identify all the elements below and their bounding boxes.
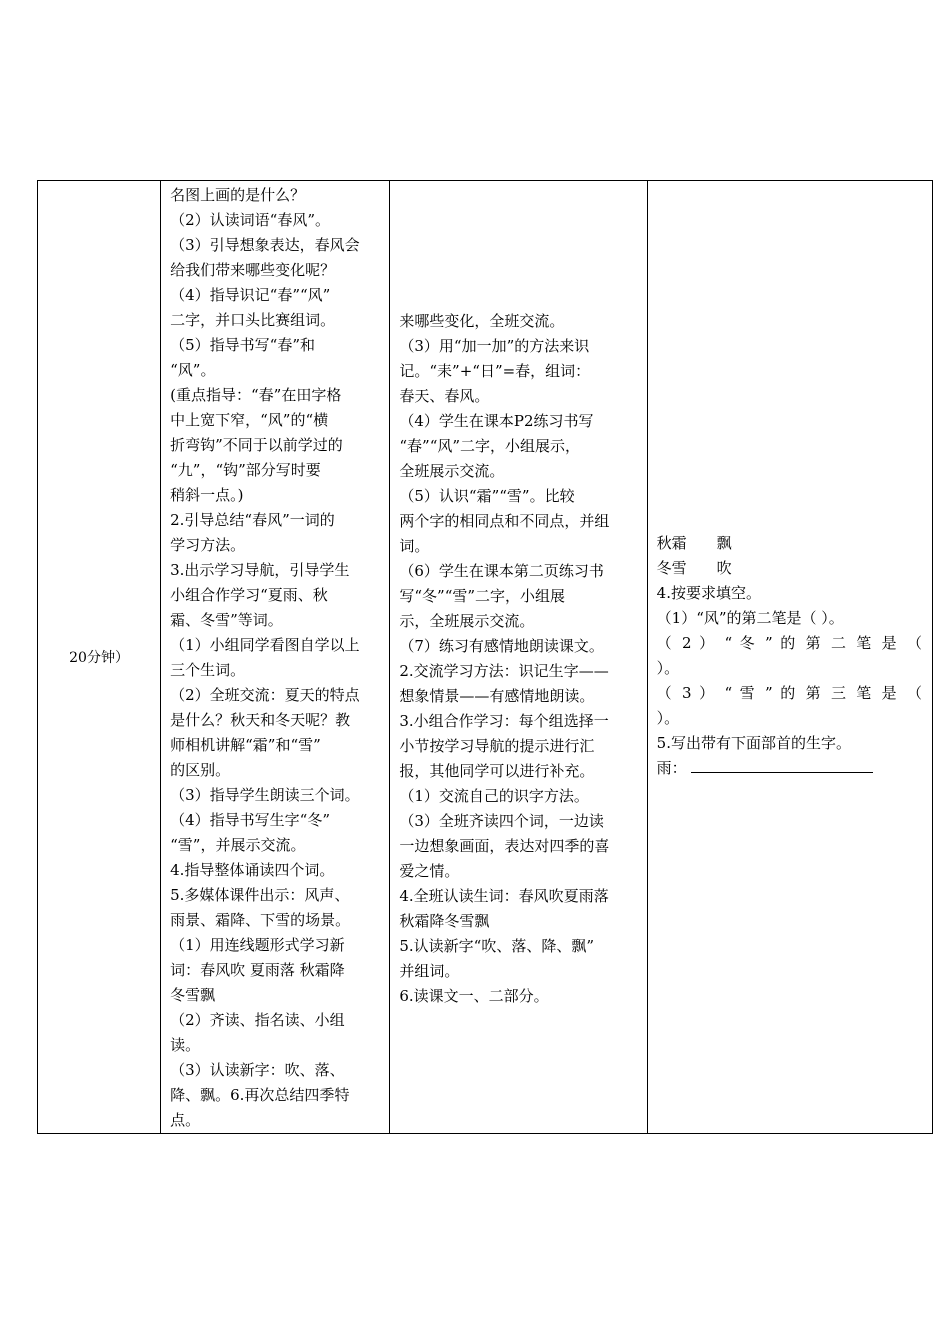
text-line: 5.认读新字“吹、落、降、飘”	[399, 937, 595, 955]
text-line: 全班展示交流。	[399, 462, 505, 480]
answer-blank[interactable]	[691, 758, 873, 773]
practice-cell	[647, 181, 932, 1134]
text-line: 2.交流学习方法：识记生字——	[399, 662, 609, 680]
question-4-2: （ 2 ） “ 冬 ” 的 第 二 笔 是 （	[656, 634, 922, 652]
question-4-3: （ 3 ） “ 雪 ” 的 第 三 笔 是 （	[656, 684, 922, 702]
text-line: 霜、冬雪”等词。	[170, 611, 283, 629]
text-line: （2）齐读、指名读、小组	[170, 1011, 345, 1029]
text-line: （3）用“加一加”的方法来识	[399, 337, 590, 355]
time-label: 20分钟）	[69, 650, 129, 666]
question-4-1: （1）“风”的第二笔是（ ）。	[656, 609, 844, 627]
text-line: 5.多媒体课件出示：风声、	[170, 886, 350, 904]
word-pair	[657, 556, 922, 581]
table-row	[38, 181, 933, 1134]
text-line: （7）练习有感情地朗读课文。	[399, 637, 604, 655]
word-pair	[657, 531, 922, 556]
text-line: （1）用连线题形式学习新	[170, 936, 345, 954]
text-line: 小组合作学习“夏雨、秋	[170, 586, 328, 604]
text-line: （6）学生在课本第二页练习书	[399, 562, 604, 580]
text-line: （3）指导学生朗读三个词。	[170, 786, 360, 804]
teacher-activity-cell	[161, 181, 390, 1134]
word: 飘	[716, 534, 732, 552]
time-cell	[38, 181, 161, 1134]
question-4-3-end: ）。	[656, 709, 680, 727]
text-line: 爱之情。	[399, 862, 460, 880]
text-line: 一边想象画面，表达对四季的喜	[399, 837, 610, 855]
text-line: 两个字的相同点和不同点，并组	[399, 512, 610, 530]
text-line: 来哪些变化，全班交流。	[399, 312, 565, 330]
question-5: 5.写出带有下面部首的生字。	[656, 734, 851, 752]
text-line: 学习方法。	[170, 536, 246, 554]
text-line: 冬雪飘	[170, 986, 216, 1004]
text-line: 3.小组合作学习：每个组选择一	[399, 712, 609, 730]
text-line: 报，其他同学可以进行补充。	[399, 762, 595, 780]
text-line: 4.全班认读生词：春风吹夏雨落	[399, 887, 609, 905]
text-line: 秋霜降冬雪飘	[399, 912, 490, 930]
text-line: 的区别。	[170, 761, 231, 779]
text-line: 6.读课文一、二部分。	[399, 987, 549, 1005]
text-line: （4）指导书写生字“冬”	[170, 811, 331, 829]
lesson-plan-table	[37, 180, 933, 1134]
text-line: 降、飘。6.再次总结四季特	[170, 1086, 350, 1104]
practice-text	[648, 181, 932, 781]
text-line: （5）指导书写“春”和	[170, 336, 316, 354]
text-line: 小节按学习导航的提示进行汇	[399, 737, 595, 755]
text-line: （4）指导识记“春”“风”	[170, 286, 331, 304]
question-5-answer-row	[657, 756, 922, 781]
text-line: 稍斜一点。)	[170, 486, 244, 504]
teacher-activity-text	[161, 181, 389, 1133]
text-line: “风”。	[170, 361, 216, 379]
student-activity-text	[390, 181, 646, 1009]
text-line: 记。“耒”+“日”=春，组词：	[399, 362, 591, 380]
text-line: （4）学生在课本P2练习书写	[399, 412, 594, 430]
text-line: （3）认读新字：吹、落、	[170, 1061, 345, 1079]
text-line: “九”，“钩”部分写时要	[170, 461, 321, 479]
word: 秋霜	[656, 534, 687, 552]
text-line: 词。	[399, 537, 430, 555]
text-line: 三个生词。	[170, 661, 246, 679]
text-line: (重点指导：“春”在田字格	[170, 386, 342, 404]
text-line: （3）全班齐读四个词，一边读	[399, 812, 604, 830]
text-line: 雨景、霜降、下雪的场景。	[170, 911, 351, 929]
text-line: 名图上画的是什么？	[170, 186, 306, 204]
question-4-2-end: ）。	[656, 659, 680, 677]
question-4: 4.按要求填空。	[656, 584, 761, 602]
text-line: 师相机讲解“霜”和“雪”	[170, 736, 321, 754]
text-line: 并组词。	[399, 962, 460, 980]
text-line: 词：春风吹 夏雨落 秋霜降	[170, 961, 345, 979]
text-line: 写“冬”“雪”二字，小组展	[399, 587, 566, 605]
text-line: 折弯钩”不同于以前学过的	[170, 436, 343, 454]
text-line: （5）认识“霜”“雪”。比较	[399, 487, 575, 505]
text-line: 是什么？秋天和冬天呢？教	[170, 711, 351, 729]
text-line: 给我们带来哪些变化呢？	[170, 261, 336, 279]
text-line: 4.指导整体诵读四个词。	[170, 861, 335, 879]
text-line: 2.引导总结“春风”一词的	[170, 511, 335, 529]
text-line: “雪”，并展示交流。	[170, 836, 306, 854]
word: 吹	[716, 559, 732, 577]
student-activity-cell	[390, 181, 647, 1134]
text-line: （3）引导想象表达，春风会	[170, 236, 360, 254]
text-line: 读。	[170, 1036, 201, 1054]
text-line: 点。	[170, 1111, 201, 1129]
text-line: 中上宽下窄，“风”的“横	[170, 411, 329, 429]
text-line: （1）小组同学看图自学以上	[170, 636, 360, 654]
text-line: 二字，并口头比赛组词。	[170, 311, 336, 329]
text-line: 想象情景——有感情地朗读。	[399, 687, 595, 705]
text-line: 春天、春风。	[399, 387, 490, 405]
text-line: （2）认读词语“春风”。	[170, 211, 331, 229]
text-line: （1）交流自己的识字方法。	[399, 787, 589, 805]
word: 冬雪	[656, 559, 687, 577]
radical-label: 雨：	[656, 759, 687, 777]
text-line: 3.出示学习导航，引导学生	[170, 561, 350, 579]
text-line: 示，全班展示交流。	[399, 612, 535, 630]
text-line: （2）全班交流：夏天的特点	[170, 686, 360, 704]
text-line: “春”“风”二字，小组展示，	[399, 437, 581, 455]
